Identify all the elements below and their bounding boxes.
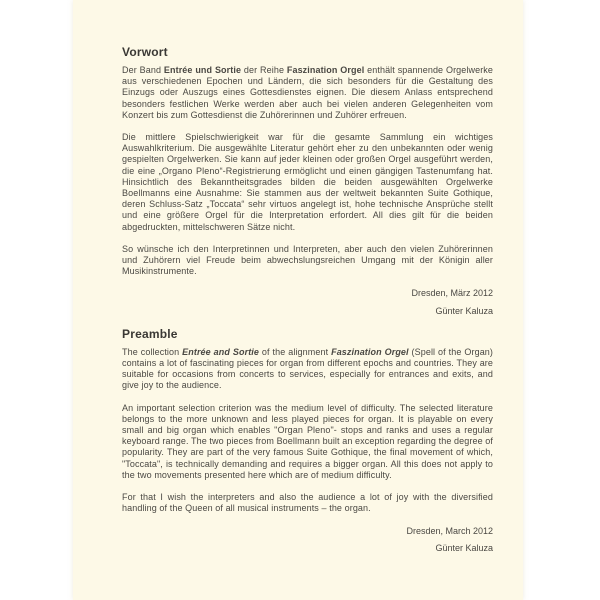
vorwort-heading: Vorwort bbox=[122, 45, 168, 59]
vorwort-p1-text-3: enthält spannende Orgelwerke aus verschiedenen Epochen und Ländern, die sich besonders für die Gestaltung des Einzugs oder Auszugs eines Gottesdienstes eignen. Die diesem Anlass entsprechend besonders festlichen Werke werden aber auch bei vielen anderen Gelegenheiten vom Konzert bis zum Gottesdienst die Zuhörerinnen und Zuhörer erfreuen. bbox=[122, 65, 493, 120]
page-content bbox=[73, 0, 523, 554]
vorwort-dateline: Dresden, März 2012 bbox=[411, 288, 493, 299]
preamble-dateline: Dresden, March 2012 bbox=[406, 525, 493, 536]
book-page bbox=[73, 0, 523, 600]
vorwort-signature-block bbox=[122, 288, 493, 316]
preamble-p1-text-3: (Spell of the Organ) contains a lot of fascinating pieces for organ from different epochs and countries. They are suitable for occasions from concerts to services, especially for entrances and exits, and give joy to the audience. bbox=[122, 346, 494, 391]
preamble-p1-text-2: of the alignment bbox=[259, 346, 332, 357]
preamble-paragraph-3: For that I wish the interpreters and also the audience a lot of joy with the diversified handling of the Queen of all musical instruments – the organ. bbox=[122, 492, 493, 514]
preamble-paragraph-2: An important selection criterion was the medium level of difficulty. The selected literature belongs to the more unknown and less played pieces for organ. It is playable on every small and big organ which enables "Organ Pleno"- stops and ranks and uses a regular keyboard range. The two pieces from Boellmann built an exception regarding the degree of popularity. They are part of the very famous Suite Gothique, the final movement of which, "Toccata", is technically demanding and requires a bigger organ. All this does not apply to the two movements presented here which are of medium difficulty. bbox=[122, 402, 493, 480]
section-preamble bbox=[122, 328, 493, 554]
section-vorwort bbox=[122, 46, 493, 317]
vorwort-p1-text-2: der Reihe bbox=[241, 65, 287, 75]
vorwort-signature: Günter Kaluza bbox=[435, 305, 493, 316]
vorwort-p1-text-1: Der Band bbox=[122, 65, 164, 75]
vorwort-paragraph-1 bbox=[122, 65, 493, 121]
preamble-signature: Günter Kaluza bbox=[435, 542, 493, 553]
volume-title-german: Entrée und Sortie bbox=[163, 65, 242, 75]
vorwort-paragraph-2: Die mittlere Spielschwierigkeit war für die gesamte Sammlung ein wichtiges Auswahlkriterium. Die ausgewählte Literatur gehört eher zu den unbekannten oder wenig gespielten Orgelwerken. Sie kann auf jeder kleinen oder großen Orgel ausgeführt werden, die eine „Organo Pleno“-Registrierung ermöglicht und einen gängigen Tastenumfang hat. Hinsichtlich des Bekanntheitsgrades bilden die beiden ausgewählten Orgelwerke Boellmanns eine Ausnahme: Sie stammen aus der weltweit bekannten Suite Gothique, deren Schluss-Satz „Toccata“ sehr virtuos angelegt ist, hohe technische Ansprüche stellt und eine größere Orgel für die Interpretation erfordert. All dies gilt für die beiden abgedruckten, mittelschweren Sätze nicht. bbox=[122, 132, 493, 232]
series-title-english: Faszination Orgel bbox=[331, 346, 409, 357]
series-title-german: Faszination Orgel bbox=[286, 65, 365, 75]
preamble-paragraph-1 bbox=[122, 347, 493, 392]
preamble-signature-block bbox=[122, 526, 493, 554]
preamble-heading: Preamble bbox=[122, 326, 178, 341]
volume-title-english: Entrée and Sortie bbox=[182, 346, 259, 357]
vorwort-paragraph-3: So wünsche ich den Interpretinnen und Interpreten, aber auch den vielen Zuhörerinnen und Zuhörern viel Freude beim abwechslungsreichen Umgang mit der Königin aller Musikinstrumente. bbox=[122, 243, 493, 277]
preamble-p1-text-1: The collection bbox=[122, 346, 183, 357]
